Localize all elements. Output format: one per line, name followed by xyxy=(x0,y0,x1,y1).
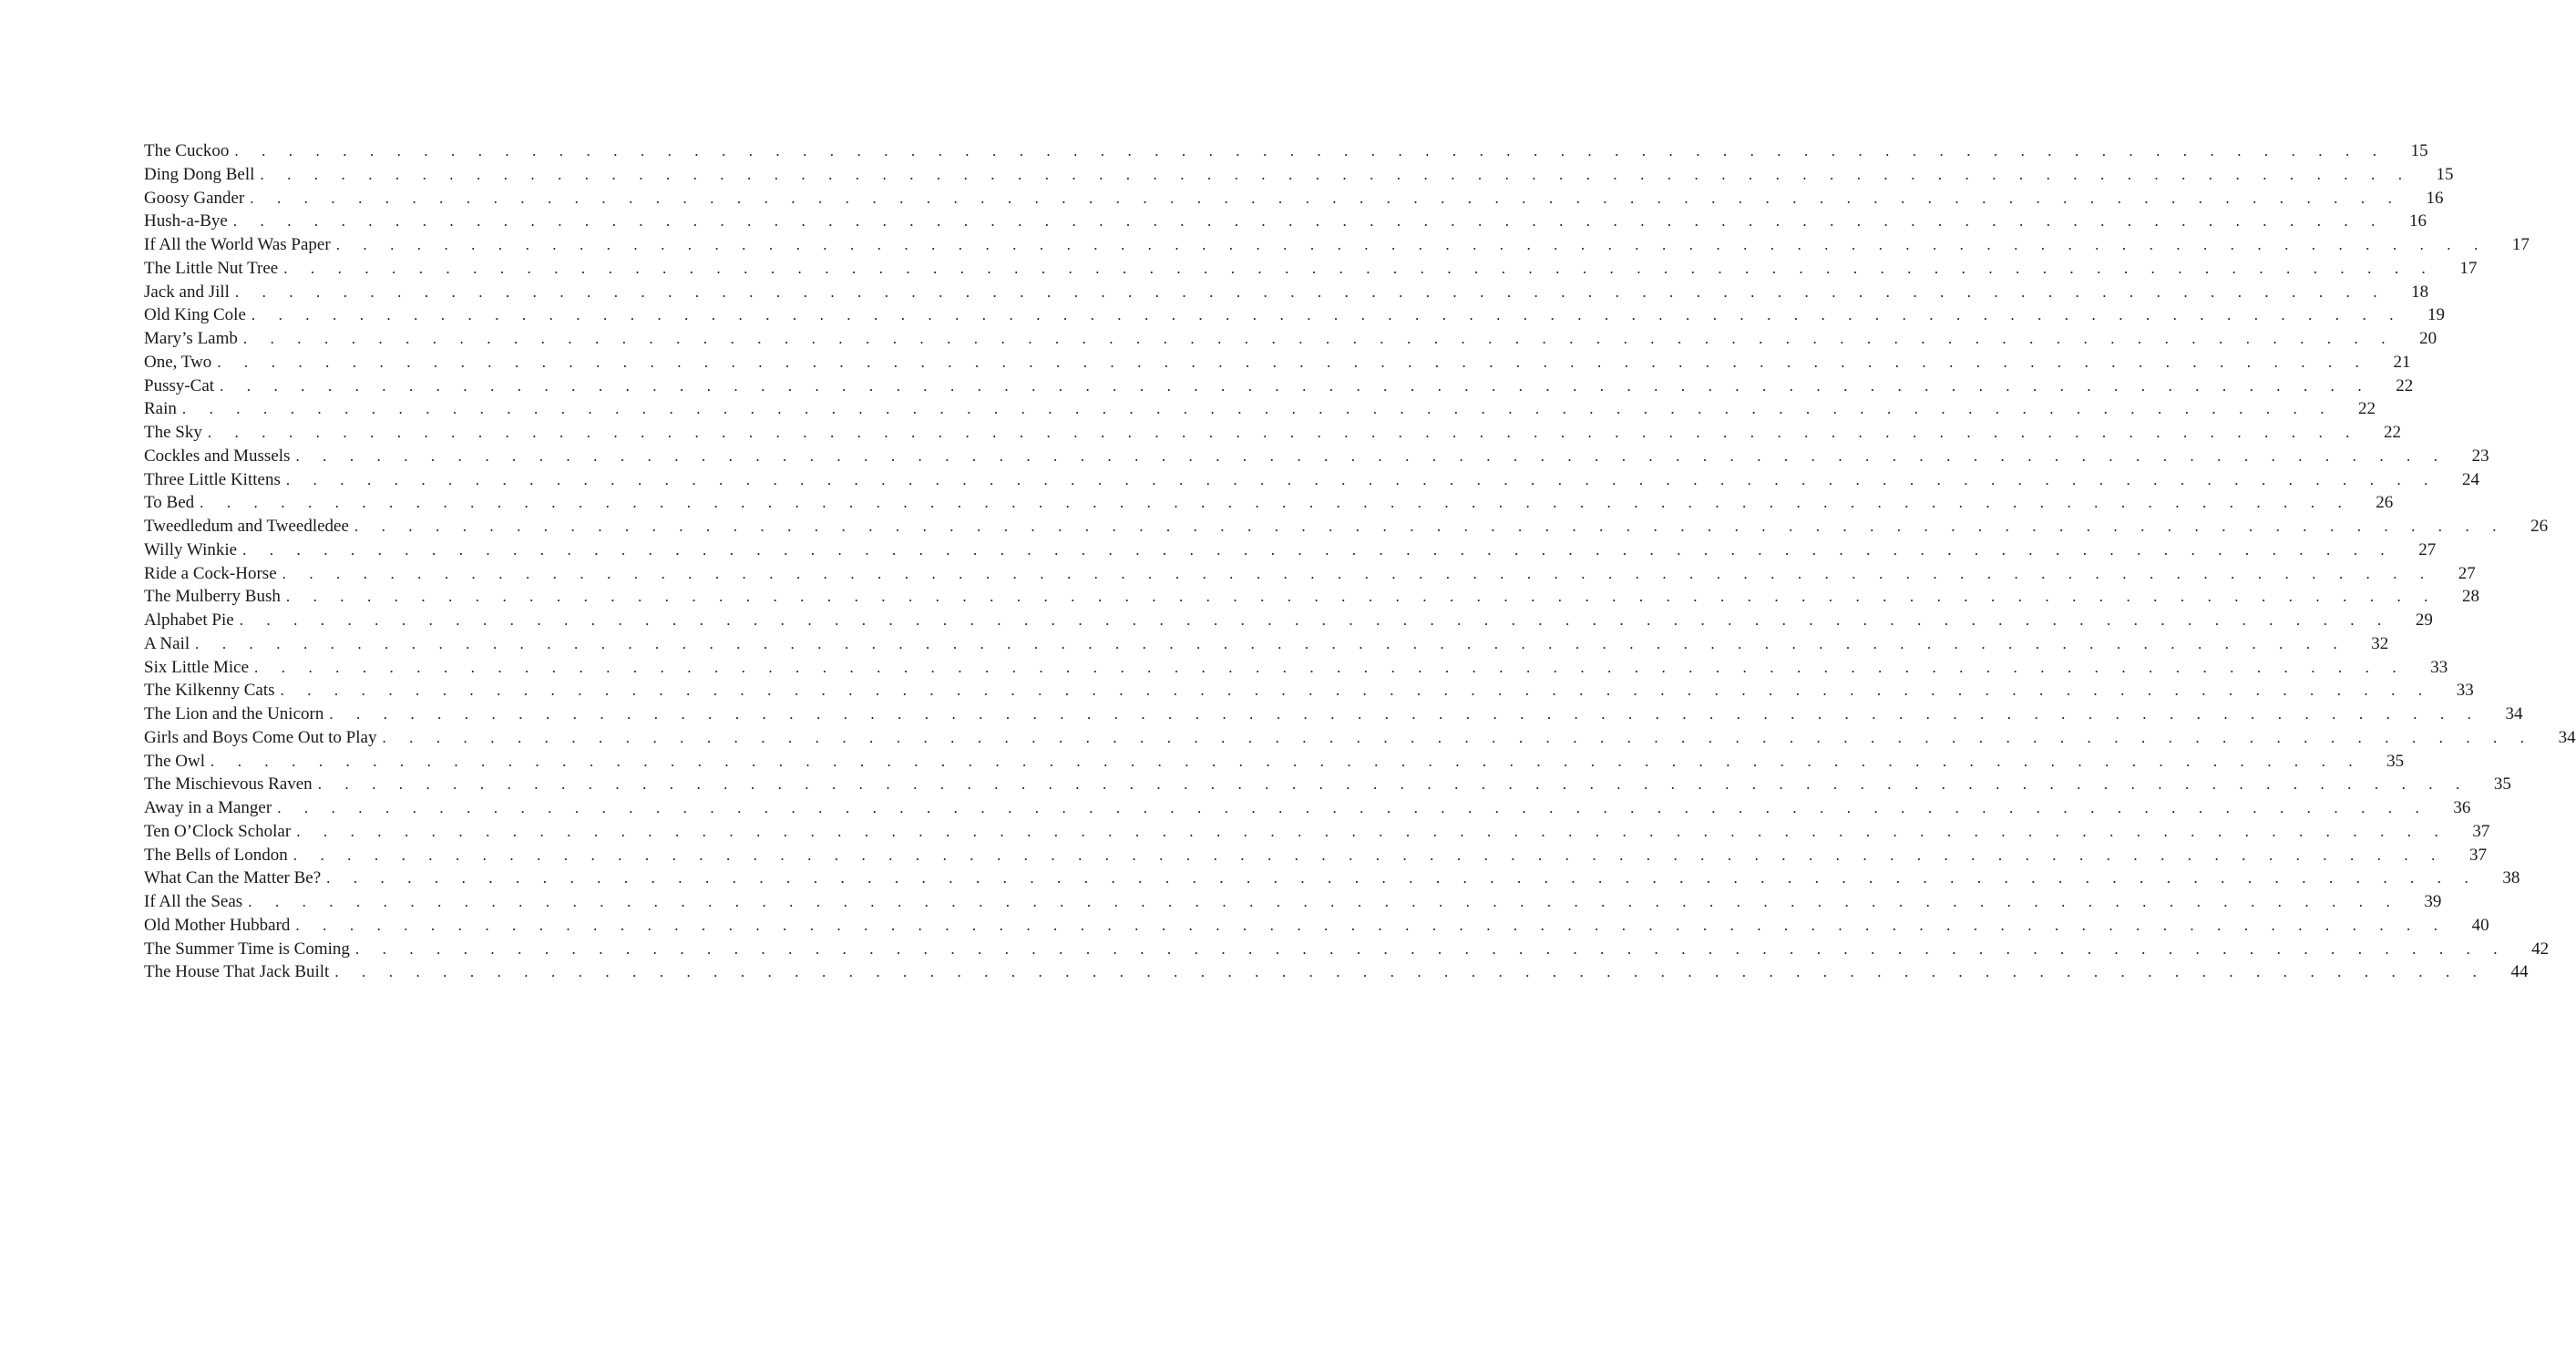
toc-entry-title: Old Mother Hubbard xyxy=(144,915,291,935)
toc-entry xyxy=(144,351,2411,374)
toc-entry xyxy=(144,820,2490,844)
dot-leader: . . . . . . . . . . . . . . . . . . . . . . . . . . . . . . . . . . . . . . . . . . . . . . . . . . . . . . . . . . . . . . . . . . . . . . . . . . . . . . . . xyxy=(292,846,2445,864)
toc-entry-page-number: 28 xyxy=(2462,587,2480,607)
toc-entry-page-number: 22 xyxy=(2396,375,2414,395)
toc-entry-title: The Kilkenny Cats xyxy=(144,681,275,701)
dot-leader: . . . . . . . . . . . . . . . . . . . . . . . . . . . . . . . . . . . . . . . . . . . . . . . . . . . . . . . . . . . . . . . . . . . . . . . . . . . . . . . . xyxy=(285,470,2437,488)
toc-entry-page-number: 19 xyxy=(2427,305,2446,325)
toc-entry-page-number: 22 xyxy=(2384,423,2402,442)
toc-entry-page-number: 20 xyxy=(2419,329,2437,348)
dot-leader: . . . . . . . . . . . . . . . . . . . . . . . . . . . . . . . . . . . . . . . . . . . . . . . . . . . . . . . . . . . . . . . . . . . . . . . . . . . . . . . . xyxy=(250,189,2402,207)
toc-entry xyxy=(144,609,2433,632)
toc-entry-page-number: 21 xyxy=(2393,352,2411,372)
toc-entry-page-number: 18 xyxy=(2411,282,2429,302)
dot-leader: . . . . . . . . . . . . . . . . . . . . . . . . . . . . . . . . . . . . . . . . . . . . . . . . . . . . . . . . . . . . . . . . . . . . . . . . . . . . . . . . xyxy=(220,376,2372,395)
toc-entry-title: The Summer Time is Coming xyxy=(144,938,350,959)
dot-leader: . . . . . . . . . . . . . . . . . . . . . . . . . . . . . . . . . . . . . . . . . . . . . . . . . . . . . . . . . . . . . . . . . . . . . . . . . . . . . . . . xyxy=(295,916,2448,934)
toc-entry xyxy=(144,327,2437,351)
toc-entry-title: Goosy Gander xyxy=(144,188,245,208)
toc-entry-title: The Lion and the Unicorn xyxy=(144,704,324,723)
toc-entry-page-number: 29 xyxy=(2415,610,2433,630)
dot-leader: . . . . . . . . . . . . . . . . . . . . . . . . . . . . . . . . . . . . . . . . . . . . . . . . . . . . . . . . . . . . . . . . . . . . . . . . . . . . . . . . xyxy=(234,282,2387,301)
toc-entry-page-number: 36 xyxy=(2453,798,2471,817)
toc-entry xyxy=(144,585,2480,609)
toc-entry-title: Cockles and Mussels xyxy=(144,446,291,466)
toc-entry-title: Ding Dong Bell xyxy=(144,164,255,184)
toc-entry-page-number: 22 xyxy=(2358,399,2376,419)
toc-entry-title: Willy Winkie xyxy=(144,539,238,559)
toc-entry-title: What Can the Matter Be? xyxy=(144,868,322,888)
toc-entry-page-number: 17 xyxy=(2459,258,2478,278)
toc-entry-title: Old King Cole xyxy=(144,305,246,325)
toc-entry-page-number: 34 xyxy=(2505,704,2523,723)
dot-leader: . . . . . . . . . . . . . . . . . . . . . . . . . . . . . . . . . . . . . . . . . . . . . . . . . . . . . . . . . . . . . . . . . . . . . . . . . . . . . . . . xyxy=(280,682,2432,700)
toc-entry-page-number: 44 xyxy=(2510,962,2529,982)
dot-leader: . . . . . . . . . . . . . . . . . . . . . . . . . . . . . . . . . . . . . . . . . . . . . . . . . . . . . . . . . . . . . . . . . . . . . . . . . . . . . . . . xyxy=(326,869,2479,887)
toc-entry-title: If All the Seas xyxy=(144,892,243,911)
toc-entry-page-number: 24 xyxy=(2462,469,2479,489)
toc-entry xyxy=(144,679,2474,703)
toc-entry xyxy=(144,445,2489,468)
toc-entry-page-number: 37 xyxy=(2468,845,2487,865)
toc-entry-title: Mary’s Lamb xyxy=(144,329,238,348)
toc-entry-page-number: 35 xyxy=(2386,751,2405,771)
dot-leader: . . . . . . . . . . . . . . . . . . . . . . . . . . . . . . . . . . . . . . . . . . . . . . . . . . . . . . . . . . . . . . . . . . . . . . . . . . . . . . . . xyxy=(317,775,2469,794)
toc-entry xyxy=(144,750,2405,774)
dot-leader: . . . . . . . . . . . . . . . . . . . . . . . . . . . . . . . . . . . . . . . . . . . . . . . . . . . . . . . . . . . . . . . . . . . . . . . . . . . . . . . . xyxy=(207,424,2360,441)
toc-entry xyxy=(144,538,2437,562)
dot-leader: . . . . . . . . . . . . . . . . . . . . . . . . . . . . . . . . . . . . . . . . . . . . . . . . . . . . . . . . . . . . . . . . . . . . . . . . . . . . . . . . xyxy=(335,236,2488,253)
toc-entry xyxy=(144,187,2444,210)
toc-entry-title: To Bed xyxy=(144,493,195,513)
toc-entry-page-number: 34 xyxy=(2558,727,2576,747)
toc-entry xyxy=(144,960,2529,984)
dot-leader: . . . . . . . . . . . . . . . . . . . . . . . . . . . . . . . . . . . . . . . . . . . . . . . . . . . . . . . . . . . . . . . . . . . . . . . . . . . . . . . . xyxy=(382,728,2534,746)
toc-entry xyxy=(144,726,2576,750)
toc-entry-page-number: 39 xyxy=(2424,892,2442,911)
toc-entry xyxy=(144,890,2442,914)
toc-entry-title: A Nail xyxy=(144,633,190,653)
toc-entry xyxy=(144,515,2549,538)
toc-entry-page-number: 32 xyxy=(2371,633,2389,653)
toc-entry-page-number: 33 xyxy=(2430,657,2448,677)
dot-leader: . . . . . . . . . . . . . . . . . . . . . . . . . . . . . . . . . . . . . . . . . . . . . . . . . . . . . . . . . . . . . . . . . . . . . . . . . . . . . . . . xyxy=(200,494,2352,512)
dot-leader: . . . . . . . . . . . . . . . . . . . . . . . . . . . . . . . . . . . . . . . . . . . . . . . . . . . . . . . . . . . . . . . . . . . . . . . . . . . . . . . . xyxy=(242,540,2395,559)
table-of-contents xyxy=(144,139,2576,984)
dot-leader: . . . . . . . . . . . . . . . . . . . . . . . . . . . . . . . . . . . . . . . . . . . . . . . . . . . . . . . . . . . . . . . . . . . . . . . . . . . . . . . . xyxy=(248,893,2400,910)
dot-leader: . . . . . . . . . . . . . . . . . . . . . . . . . . . . . . . . . . . . . . . . . . . . . . . . . . . . . . . . . . . . . . . . . . . . . . . . . . . . . . . . xyxy=(296,822,2448,840)
toc-entry xyxy=(144,703,2523,726)
toc-entry-title: The Mulberry Bush xyxy=(144,587,281,607)
toc-entry-title: Girls and Boys Come Out to Play xyxy=(144,727,377,747)
toc-entry xyxy=(144,257,2478,281)
toc-entry-title: Ride a Cock-Horse xyxy=(144,563,277,583)
dot-leader: . . . . . . . . . . . . . . . . . . . . . . . . . . . . . . . . . . . . . . . . . . . . . . . . . . . . . . . . . . . . . . . . . . . . . . . . . . . . . . . . xyxy=(232,212,2385,231)
dot-leader: . . . . . . . . . . . . . . . . . . . . . . . . . . . . . . . . . . . . . . . . . . . . . . . . . . . . . . . . . . . . . . . . . . . . . . . . . . . . . . . . xyxy=(354,939,2508,958)
dot-leader: . . . . . . . . . . . . . . . . . . . . . . . . . . . . . . . . . . . . . . . . . . . . . . . . . . . . . . . . . . . . . . . . . . . . . . . . . . . . . . . . xyxy=(242,330,2396,347)
dot-leader: . . . . . . . . . . . . . . . . . . . . . . . . . . . . . . . . . . . . . . . . . . . . . . . . . . . . . . . . . . . . . . . . . . . . . . . . . . . . . . . . xyxy=(354,518,2507,535)
toc-entry xyxy=(144,210,2427,233)
toc-entry xyxy=(144,562,2476,586)
toc-entry-page-number: 38 xyxy=(2502,868,2520,888)
toc-entry-title: If All the World Was Paper xyxy=(144,235,331,254)
toc-entry-page-number: 40 xyxy=(2471,915,2489,935)
dot-leader: . . . . . . . . . . . . . . . . . . . . . . . . . . . . . . . . . . . . . . . . . . . . . . . . . . . . . . . . . . . . . . . . . . . . . . . . . . . . . . . . xyxy=(285,588,2438,606)
toc-entry-title: Alphabet Pie xyxy=(144,610,234,630)
dot-leader: . . . . . . . . . . . . . . . . . . . . . . . . . . . . . . . . . . . . . . . . . . . . . . . . . . . . . . . . . . . . . . . . . . . . . . . . . . . . . . . . xyxy=(254,658,2407,676)
toc-entry-page-number: 16 xyxy=(2426,188,2444,208)
toc-entry-page-number: 16 xyxy=(2408,211,2427,231)
toc-entry-title: The Bells of London xyxy=(144,845,288,865)
dot-leader: . . . . . . . . . . . . . . . . . . . . . . . . . . . . . . . . . . . . . . . . . . . . . . . . . . . . . . . . . . . . . . . . . . . . . . . . . . . . . . . . xyxy=(260,165,2412,183)
toc-entry-page-number: 17 xyxy=(2511,235,2530,254)
dot-leader: . . . . . . . . . . . . . . . . . . . . . . . . . . . . . . . . . . . . . . . . . . . . . . . . . . . . . . . . . . . . . . . . . . . . . . . . . . . . . . . . xyxy=(329,705,2481,723)
toc-entry-page-number: 35 xyxy=(2493,774,2511,795)
toc-entry-title: The House That Jack Built xyxy=(144,962,330,982)
toc-entry-title: The Owl xyxy=(144,751,206,771)
toc-entry xyxy=(144,656,2448,680)
dot-leader: . . . . . . . . . . . . . . . . . . . . . . . . . . . . . . . . . . . . . . . . . . . . . . . . . . . . . . . . . . . . . . . . . . . . . . . . . . . . . . . . xyxy=(283,259,2436,277)
toc-entry-title: The Little Nut Tree xyxy=(144,258,279,278)
toc-entry-page-number: 33 xyxy=(2456,681,2474,701)
toc-entry-title: Six Little Mice xyxy=(144,657,250,677)
toc-entry-title: Pussy-Cat xyxy=(144,375,215,395)
toc-entry-title: Tweedledum and Tweedledee xyxy=(144,517,349,536)
toc-entry xyxy=(144,233,2530,257)
dot-leader: . . . . . . . . . . . . . . . . . . . . . . . . . . . . . . . . . . . . . . . . . . . . . . . . . . . . . . . . . . . . . . . . . . . . . . . . . . . . . . . . xyxy=(195,634,2347,652)
toc-entry xyxy=(144,796,2471,820)
dot-leader: . . . . . . . . . . . . . . . . . . . . . . . . . . . . . . . . . . . . . . . . . . . . . . . . . . . . . . . . . . . . . . . . . . . . . . . . . . . . . . . . xyxy=(251,306,2404,324)
toc-entry xyxy=(144,867,2520,890)
toc-entry xyxy=(144,468,2479,492)
dot-leader: . . . . . . . . . . . . . . . . . . . . . . . . . . . . . . . . . . . . . . . . . . . . . . . . . . . . . . . . . . . . . . . . . . . . . . . . . . . . . . . . xyxy=(277,799,2429,816)
toc-entry-page-number: 15 xyxy=(2436,164,2454,184)
dot-leader: . . . . . . . . . . . . . . . . . . . . . . . . . . . . . . . . . . . . . . . . . . . . . . . . . . . . . . . . . . . . . . . . . . . . . . . . . . . . . . . . xyxy=(181,400,2335,418)
toc-entry-page-number: 15 xyxy=(2410,141,2428,160)
toc-entry-page-number: 27 xyxy=(2458,563,2476,583)
toc-entry-page-number: 26 xyxy=(2376,493,2394,513)
toc-entry xyxy=(144,163,2454,187)
toc-entry xyxy=(144,281,2429,304)
toc-entry-page-number: 42 xyxy=(2531,938,2550,959)
dot-leader: . . . . . . . . . . . . . . . . . . . . . . . . . . . . . . . . . . . . . . . . . . . . . . . . . . . . . . . . . . . . . . . . . . . . . . . . . . . . . . . . xyxy=(334,963,2487,981)
dot-leader: . . . . . . . . . . . . . . . . . . . . . . . . . . . . . . . . . . . . . . . . . . . . . . . . . . . . . . . . . . . . . . . . . . . . . . . . . . . . . . . . xyxy=(282,564,2434,582)
dot-leader: . . . . . . . . . . . . . . . . . . . . . . . . . . . . . . . . . . . . . . . . . . . . . . . . . . . . . . . . . . . . . . . . . . . . . . . . . . . . . . . . xyxy=(217,353,2369,371)
toc-entry xyxy=(144,421,2402,445)
toc-entry-title: Away in a Manger xyxy=(144,798,272,817)
dot-leader: . . . . . . . . . . . . . . . . . . . . . . . . . . . . . . . . . . . . . . . . . . . . . . . . . . . . . . . . . . . . . . . . . . . . . . . . . . . . . . . . xyxy=(239,611,2391,629)
toc-entry-title: Rain xyxy=(144,399,177,419)
toc-entry-title: Three Little Kittens xyxy=(144,469,281,489)
toc-entry-title: The Sky xyxy=(144,423,202,442)
toc-entry xyxy=(144,303,2446,327)
dot-leader: . . . . . . . . . . . . . . . . . . . . . . . . . . . . . . . . . . . . . . . . . . . . . . . . . . . . . . . . . . . . . . . . . . . . . . . . . . . . . . . . xyxy=(295,446,2448,465)
toc-entry xyxy=(144,491,2394,515)
toc-entry-title: Hush-a-Bye xyxy=(144,211,228,231)
toc-entry-page-number: 27 xyxy=(2418,539,2437,559)
toc-entry-title: The Mischievous Raven xyxy=(144,774,313,795)
toc-entry-page-number: 37 xyxy=(2472,821,2490,841)
dot-leader: . . . . . . . . . . . . . . . . . . . . . . . . . . . . . . . . . . . . . . . . . . . . . . . . . . . . . . . . . . . . . . . . . . . . . . . . . . . . . . . . xyxy=(234,142,2386,159)
toc-entry xyxy=(144,397,2376,421)
dot-leader: . . . . . . . . . . . . . . . . . . . . . . . . . . . . . . . . . . . . . . . . . . . . . . . . . . . . . . . . . . . . . . . . . . . . . . . . . . . . . . . . xyxy=(210,752,2363,770)
toc-entry xyxy=(144,773,2511,796)
toc-entry xyxy=(144,139,2428,163)
toc-entry xyxy=(144,374,2414,398)
toc-entry-title: Jack and Jill xyxy=(144,282,230,302)
toc-entry-page-number: 23 xyxy=(2471,446,2489,466)
toc-entry-title: One, Two xyxy=(144,352,212,372)
toc-entry-page-number: 26 xyxy=(2530,517,2549,536)
toc-entry xyxy=(144,844,2487,867)
toc-entry-title: Ten O’Clock Scholar xyxy=(144,821,292,841)
toc-entry xyxy=(144,914,2489,938)
toc-entry xyxy=(144,632,2389,656)
toc-entry xyxy=(144,938,2550,961)
toc-entry-title: The Cuckoo xyxy=(144,141,230,160)
